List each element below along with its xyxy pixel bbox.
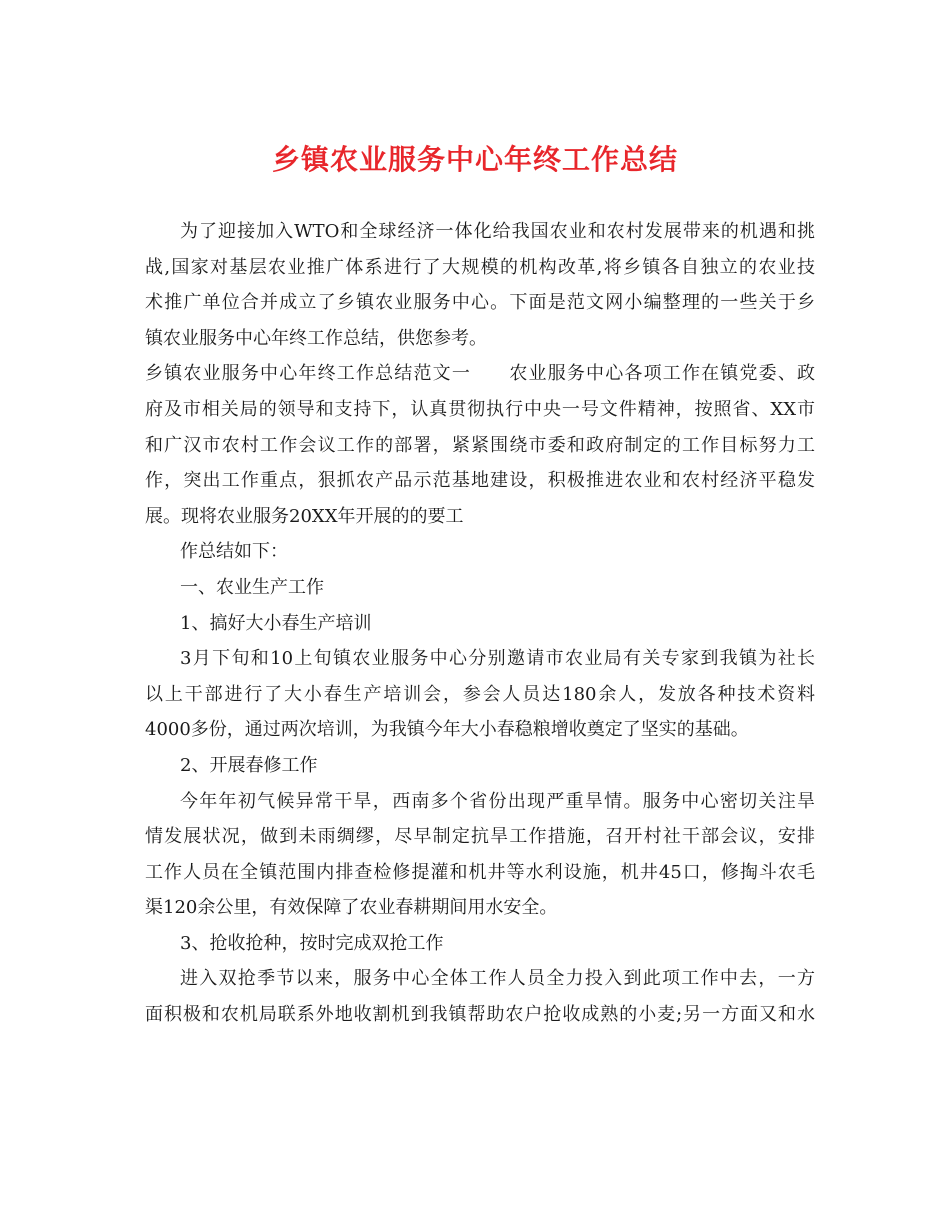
subsection-heading: 3、抢收抢种，按时完成双抢工作 [180,932,444,954]
paragraph-line: 3月下旬和10上旬镇农业服务中心分别邀请市农业局有关专家到我镇为社长 [180,648,815,670]
paragraph-line: 渠120余公里，有效保障了农业春耕期间用水安全。 [145,897,558,919]
paragraph-line: 镇农业服务中心年终工作总结，供您参考。 [145,327,487,349]
paragraph-line: 和广汉市农村工作会议工作的部署，紧紧围绕市委和政府制定的工作目标努力工 [145,434,815,456]
paragraph-line: 乡镇农业服务中心年终工作总结范文一 农业服务中心各项工作在镇党委、政 [145,363,815,385]
paragraph-line: 进入双抢季节以来，服务中心全体工作人员全力投入到此项工作中去，一方 [180,968,815,990]
paragraph-line: 以上干部进行了大小春生产培训会，参会人员达180余人，发放各种技术资料 [145,683,815,705]
document-title: 乡镇农业服务中心年终工作总结 [271,143,678,176]
paragraph-line: 作，突出工作重点，狠抓农产品示范基地建设，积极推进农业和农村经济平稳发 [145,470,815,492]
paragraph-line: 今年年初气候异常干旱，西南多个省份出现严重旱情。服务中心密切关注旱 [180,790,815,812]
paragraph-line: 为了迎接加入WTO和全球经济一体化给我国农业和农村发展带来的机遇和挑 [180,221,815,242]
section-heading: 一、农业生产工作 [180,576,324,598]
document-body [145,214,815,1033]
paragraph-line: 工作人员在全镇范围内排查检修提灌和机井等水利设施，机井45口，修掏斗农毛 [145,861,815,883]
paragraph-line: 4000多份，通过两次培训，为我镇今年大小春稳粮增收奠定了坚实的基础。 [145,719,749,741]
paragraph-line: 情发展状况，做到未雨绸缪，尽早制定抗旱工作措施，召开村社干部会议，安排 [145,826,815,848]
subsection-heading: 1、搞好大小春生产培训 [180,612,372,634]
subsection-heading: 2、开展春修工作 [180,754,318,776]
paragraph-line: 府及市相关局的领导和支持下，认真贯彻执行中央一号文件精神，按照省、XX市 [145,398,815,420]
paragraph-line: 面积极和农机局联系外地收割机到我镇帮助农户抢收成熟的小麦;另一方面又和水 [145,1004,815,1026]
paragraph-line: 战,国家对基层农业推广体系进行了大规模的机构改革,将乡镇各自独立的农业技 [145,256,815,278]
paragraph-line: 作总结如下： [180,541,288,563]
paragraph-line: 展。现将农业服务20XX年开展的的要工 [145,505,464,527]
paragraph-line: 术推广单位合并成立了乡镇农业服务中心。下面是范文网小编整理的一些关于乡 [145,292,815,314]
